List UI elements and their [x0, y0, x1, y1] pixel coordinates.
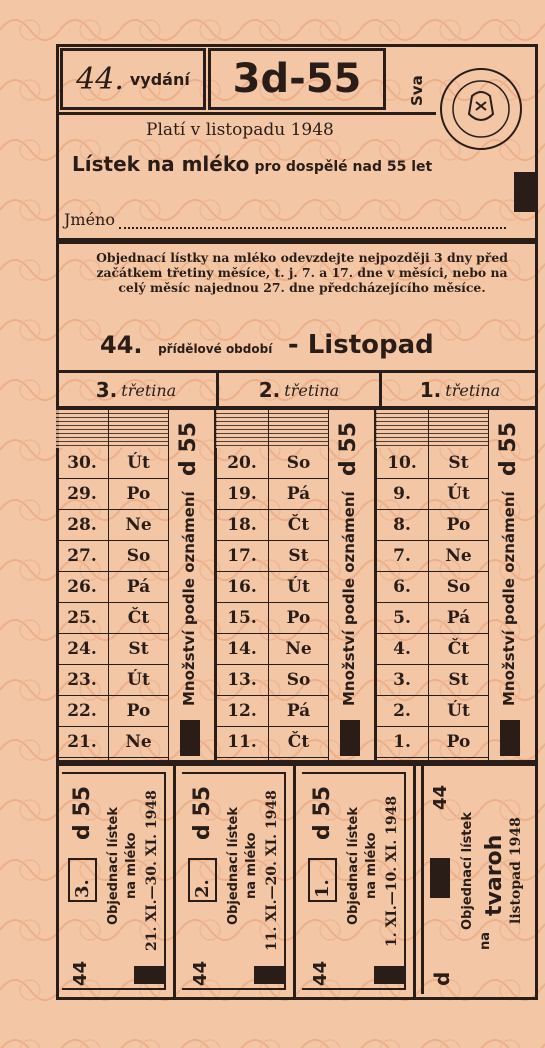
notice-text: Objednací lístky na mléko odevzdejte nejpozději 3 dny před začátkem třetiny měsíce, t. j. 7. a 17. dne v měsíci, nebo na celý měsíc najednou 27. dne předcházejícího měsíce.: [96, 250, 508, 295]
coupon-label1: Objednací lístek: [226, 807, 241, 925]
strip-label: Množství podle oznámení: [180, 491, 198, 706]
period-month: - Listopad: [287, 330, 434, 360]
day-name[interactable]: Pá: [269, 696, 328, 727]
coupon-number: 3.: [68, 858, 97, 902]
day-number[interactable]: 12.: [216, 696, 268, 727]
day-name[interactable]: St: [429, 665, 488, 696]
coupon-edition: 44: [310, 960, 331, 986]
day-number[interactable]: 13.: [216, 665, 268, 696]
coupon-strip: [56, 766, 538, 997]
day-name[interactable]: So: [269, 448, 328, 479]
day-number[interactable]: 10.: [376, 448, 428, 479]
tvaroh-code: d: [430, 971, 454, 986]
day-number[interactable]: 6.: [376, 572, 428, 603]
day-number[interactable]: 9.: [376, 479, 428, 510]
day-name[interactable]: St: [109, 634, 168, 665]
day-number[interactable]: 7.: [376, 541, 428, 572]
strip-label: Množství podle oznámení: [500, 491, 518, 706]
tvaroh-product: tvaroh: [482, 834, 507, 916]
day-name[interactable]: Čt: [269, 510, 328, 541]
side-code: Sva: [408, 75, 426, 106]
day-number[interactable]: 16.: [216, 572, 268, 603]
day-number[interactable]: 4.: [376, 634, 428, 665]
day-number[interactable]: 14.: [216, 634, 268, 665]
day-number[interactable]: 26.: [56, 572, 108, 603]
strip-code: d 55: [336, 421, 361, 477]
day-name[interactable]: Po: [109, 479, 168, 510]
tvaroh-edition: 44: [430, 784, 451, 810]
day-number[interactable]: 18.: [216, 510, 268, 541]
period-number: 44.: [100, 331, 143, 359]
coupon-label2: na mléko: [364, 832, 379, 900]
coupon-code: d 55: [70, 785, 95, 840]
edition-label: vydání: [129, 69, 190, 89]
day-number[interactable]: 20.: [216, 448, 268, 479]
strip-block: [340, 720, 360, 756]
coupon-dates: 1. XI.—10. XI. 1948: [384, 795, 400, 947]
day-name[interactable]: Po: [269, 603, 328, 634]
day-number[interactable]: 19.: [216, 479, 268, 510]
strip-label: Množství podle oznámení: [340, 491, 358, 706]
valid-text: Platí v listopadu 1948: [146, 120, 334, 140]
day-number[interactable]: 11.: [216, 727, 268, 758]
coupon-number: 2.: [188, 858, 217, 902]
day-number[interactable]: 24.: [56, 634, 108, 665]
day-number[interactable]: 15.: [216, 603, 268, 634]
tvaroh-label1: Objednací lístek: [460, 812, 475, 930]
day-name[interactable]: Út: [109, 448, 168, 479]
third-3: 3. třetina: [56, 373, 219, 407]
name-label: Jméno: [64, 210, 115, 229]
coupon-block: [374, 966, 406, 984]
day-name[interactable]: So: [269, 665, 328, 696]
tvaroh-period: listopad 1948: [508, 817, 524, 925]
hatch-lines: [376, 410, 488, 448]
day-name[interactable]: Pá: [109, 572, 168, 603]
coupon-edition: 44: [70, 960, 91, 986]
day-name[interactable]: Po: [429, 510, 488, 541]
coupon-block: [134, 966, 166, 984]
day-number[interactable]: 25.: [56, 603, 108, 634]
day-number[interactable]: 23.: [56, 665, 108, 696]
day-name[interactable]: Čt: [429, 634, 488, 665]
day-number[interactable]: 5.: [376, 603, 428, 634]
third-2: 2. třetina: [219, 373, 382, 407]
card-code: 3d-55: [208, 48, 386, 110]
period-label: přídělové období: [158, 342, 273, 356]
corner-block: [514, 172, 536, 212]
day-name[interactable]: Čt: [109, 603, 168, 634]
coupon-block: [254, 966, 286, 984]
day-name[interactable]: Ne: [429, 541, 488, 572]
coupon-label1: Objednací lístek: [106, 807, 121, 925]
day-name[interactable]: St: [269, 541, 328, 572]
day-name[interactable]: Út: [269, 572, 328, 603]
card-subtitle: pro dospělé nad 55 let: [254, 159, 433, 175]
day-name[interactable]: Pá: [429, 603, 488, 634]
day-name[interactable]: So: [429, 572, 488, 603]
coupon-edition: 44: [190, 960, 211, 986]
day-grid: [56, 410, 538, 762]
strip-code: d 55: [496, 421, 521, 477]
day-name[interactable]: Út: [429, 479, 488, 510]
tvaroh-label2: na: [478, 931, 493, 950]
third-1: 1. třetina: [419, 378, 501, 402]
coupon-dates: 11. XI.—20. XI. 1948: [264, 790, 280, 952]
card-title: Lístek na mléko: [72, 152, 250, 176]
edition-number: 44.: [76, 61, 124, 97]
day-number[interactable]: 2.: [376, 696, 428, 727]
day-number[interactable]: 29.: [56, 479, 108, 510]
day-name[interactable]: Ne: [109, 510, 168, 541]
hatch-lines: [56, 410, 168, 448]
day-number[interactable]: 27.: [56, 541, 108, 572]
day-name[interactable]: Čt: [269, 727, 328, 758]
day-number[interactable]: 1.: [376, 727, 428, 758]
day-name[interactable]: St: [429, 448, 488, 479]
edition-box: [60, 48, 206, 110]
day-name[interactable]: Ne: [109, 727, 168, 758]
day-name[interactable]: Pá: [269, 479, 328, 510]
coupon-code: d 55: [310, 785, 335, 840]
day-name[interactable]: Ne: [269, 634, 328, 665]
day-name[interactable]: Út: [109, 665, 168, 696]
coupon-label2: na mléko: [124, 832, 139, 900]
coupon-label1: Objednací lístek: [346, 807, 361, 925]
day-name[interactable]: Po: [109, 696, 168, 727]
day-number[interactable]: 28.: [56, 510, 108, 541]
coupon-number: 1.: [308, 858, 337, 902]
hatch-lines: [216, 410, 328, 448]
day-number[interactable]: 3.: [376, 665, 428, 696]
day-name[interactable]: So: [109, 541, 168, 572]
day-number[interactable]: 21.: [56, 727, 108, 758]
day-name[interactable]: Út: [429, 696, 488, 727]
strip-code: d 55: [176, 421, 201, 477]
coupon-dates: 21. XI.—30. XI. 1948: [144, 790, 160, 952]
strip-block: [500, 720, 520, 756]
coupon-code: d 55: [190, 785, 215, 840]
strip-block: [180, 720, 200, 756]
day-number[interactable]: 30.: [56, 448, 108, 479]
seal-icon: [438, 66, 524, 152]
day-name[interactable]: Po: [429, 727, 488, 758]
coupon-label2: na mléko: [244, 832, 259, 900]
name-field[interactable]: [119, 213, 506, 229]
day-number[interactable]: 22.: [56, 696, 108, 727]
day-number[interactable]: 17.: [216, 541, 268, 572]
day-number[interactable]: 8.: [376, 510, 428, 541]
